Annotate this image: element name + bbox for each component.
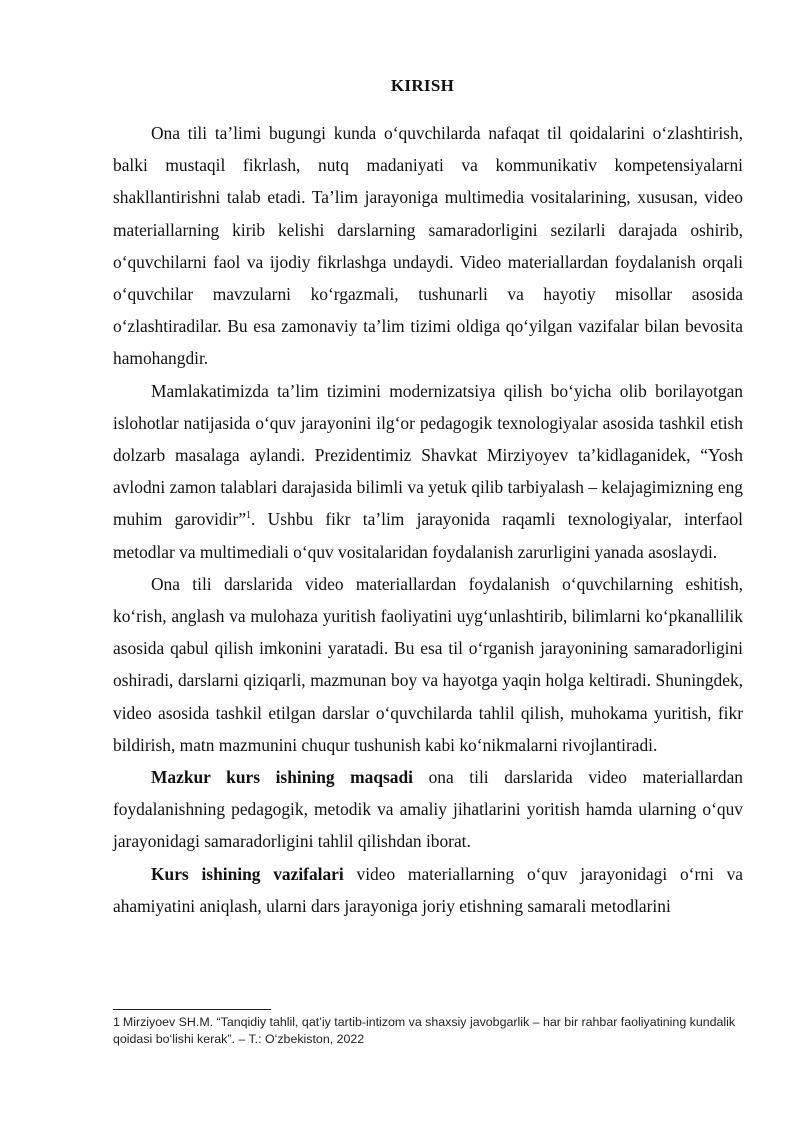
purpose-text: ona tili darslarida video materiallardan foydalanishning pedagogik, metodik va amaliy jihatlarini yoritish hamda ularning o‘quv jarayonidagi samaradorligini tahlil qilishdan iborat. <box>113 767 743 852</box>
paragraph-3-text: Ona tili darslarida video materiallardan foydalanish o‘quvchilarning eshitish, ko‘rish, anglash va mulohaza yuritish faoliyatini uyg‘unlashtirib, bilimlarni ko‘pkanallilik asosida qabul qilish imkonini yaratadi. Bu esa til o‘rganish jarayonining samaradorligini oshiradi, darslarni qiziqarli, mazmunan boy va hayotga yaqin holga keltiradi. Shuningdek, video asosida tashkil etilgan darslar o‘quvchilarda tahlil qilish, muhokama yuritish, fikr bildirish, matn mazmunini chuqur tushunish kabi ko‘nikmalarni rivojlantiradi. <box>113 573 743 755</box>
footnote-reference[interactable]: 1 <box>246 510 252 522</box>
page-title: KIRISH <box>390 76 455 95</box>
footnote-number: 1 <box>113 1015 120 1029</box>
paragraph-2-text-after-ref: . Ushbu fikr ta’lim jarayonida raqamli texnologiyalar, interfaol metodlar va multimediali o‘quv vositalaridan foydalanish zarurligini yanada asoslaydi. <box>113 509 743 562</box>
footnote-separator <box>113 1009 271 1010</box>
paragraph-1-text: Ona tili ta’limi bugungi kunda o‘quvchilarda nafaqat til qoidalarini o‘zlashtirish, balki mustaqil fikrlash, nutq madaniyati va kommunikativ kompetensiyalarni shakllantirishni talab etadi. Ta’lim jarayoniga multimedia vositalarining, xususan, video materiallarning kirib kelishi darslarning samaradorligini sezilarli darajada oshirib, o‘quvchilarni faol va ijodiy fikrlashga undaydi. Video materiallardan foydalanish orqali o‘quvchilar mavzularni ko‘rgazmali, tushunarli va hayotiy misollar asosida o‘zlashtiradilar. Bu esa zamonaviy ta’lim tizimi oldiga qo‘yilgan vazifalar bilan bevosita hamohangdir. <box>113 123 743 369</box>
tasks-heading: Kurs ishining vazifalari <box>151 863 344 884</box>
tasks-text: video materiallarning o‘quv jarayonidagi o‘rni va ahamiyatini aniqlash, ularni dars jarayoniga joriy etishning samarali metodlarini <box>113 863 743 916</box>
paragraph-tasks <box>113 858 743 922</box>
footnote-text: Mirziyoev SH.M. “Tanqidiy tahlil, qat’iy tartib-intizom va shaxsiy javobgarlik – har bir rahbar faoliyatining kundalik qoidasi bo‘lishi kerak”. – T.: O‘zbekiston, 2022 <box>113 1015 736 1046</box>
paragraph-purpose <box>113 761 743 858</box>
paragraph-2-text-before-ref: Mamlakatimizda ta’lim tizimini modernizatsiya qilish bo‘yicha olib borilayotgan islohotlar natijasida o‘quv jarayonini ilg‘or pedagogik texnologiyalar asosida tashkil etish dolzarb masalaga aylandi. Prezidentimiz Shavkat Mirziyoyev ta’kidlaganidek, “Yosh avlodni zamon talablari darajasida bilimli va yetuk qilib tarbiyalash – kelajagimizning eng muhim garovidir” <box>113 380 743 530</box>
paragraph-1 <box>113 117 743 375</box>
purpose-heading: Mazkur kurs ishining maqsadi <box>151 767 413 788</box>
paragraph-2 <box>113 375 743 568</box>
footnote <box>113 1014 743 1048</box>
paragraph-3 <box>113 568 743 761</box>
document-body <box>113 117 743 922</box>
